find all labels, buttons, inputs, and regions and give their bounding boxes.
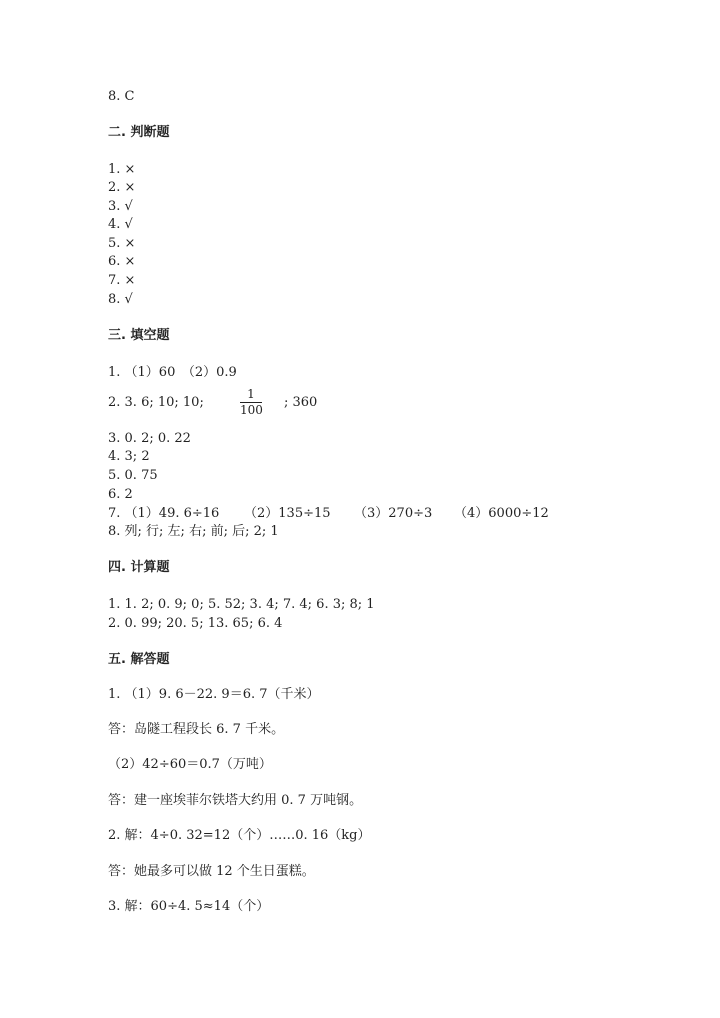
solution-q3: 3. 解：60÷4. 5≈14（个） (108, 899, 270, 914)
fraction-one-hundredth (240, 388, 262, 417)
judgment-item: 8. √ (108, 292, 133, 307)
solution-q1-part2: （2）42÷60＝0.7（万吨） (108, 757, 272, 772)
section-heading-calculation: 四. 计算题 (108, 560, 170, 575)
fill-blank-q2-suffix: ; 360 (284, 395, 318, 410)
judgment-item: 2. × (108, 180, 136, 195)
section-heading-solution: 五. 解答题 (108, 652, 170, 667)
fill-blank-q7-part1: 7. （1）49. 6÷16 (108, 506, 220, 521)
solution-q2: 2. 解：4÷0. 32=12（个）……0. 16（kg） (108, 828, 371, 843)
judgment-item: 3. √ (108, 199, 133, 214)
fraction-numerator: 1 (247, 387, 255, 401)
fill-blank-q7-part3: （3）270÷3 (354, 506, 433, 521)
fill-blank-q5: 5. 0. 75 (108, 468, 158, 483)
calculation-q2: 2. 0. 99; 20. 5; 13. 65; 6. 4 (108, 616, 283, 631)
section-heading-fill-blank: 三. 填空题 (108, 328, 170, 343)
fill-blank-q3: 3. 0. 2; 0. 22 (108, 431, 191, 446)
solution-q1-answer1: 答：岛隧工程段长 6. 7 千米。 (108, 722, 285, 737)
judgment-item: 4. √ (108, 217, 133, 232)
judgment-item: 1. × (108, 162, 136, 177)
solution-q1-part1: 1. （1）9. 6－22. 9＝6. 7（千米） (108, 687, 320, 702)
calculation-q1: 1. 1. 2; 0. 9; 0; 5. 52; 3. 4; 7. 4; 6. 3; 8; 1 (108, 597, 375, 612)
judgment-item: 5. × (108, 236, 136, 251)
fill-blank-q4: 4. 3; 2 (108, 449, 150, 464)
fill-blank-q7-part4: （4）6000÷12 (454, 506, 549, 521)
fill-blank-q1: 1. （1）60 （2）0.9 (108, 365, 237, 380)
fill-blank-q6: 6. 2 (108, 487, 133, 502)
solution-q2-answer: 答：她最多可以做 12 个生日蛋糕。 (108, 864, 315, 879)
prev-answer-line: 8. C (108, 89, 135, 104)
fraction-denominator: 100 (240, 403, 263, 417)
solution-q1-answer2: 答：建一座埃菲尔铁塔大约用 0. 7 万吨钢。 (108, 793, 363, 808)
fill-blank-q2-prefix: 2. 3. 6; 10; 10; (108, 395, 204, 410)
fill-blank-q7-part2: （2）135÷15 (244, 506, 331, 521)
fill-blank-q8: 8. 列; 行; 左; 右; 前; 后; 2; 1 (108, 524, 279, 539)
section-heading-judgment: 二. 判断题 (108, 125, 170, 140)
judgment-item: 7. × (108, 273, 136, 288)
judgment-item: 6. × (108, 254, 136, 269)
